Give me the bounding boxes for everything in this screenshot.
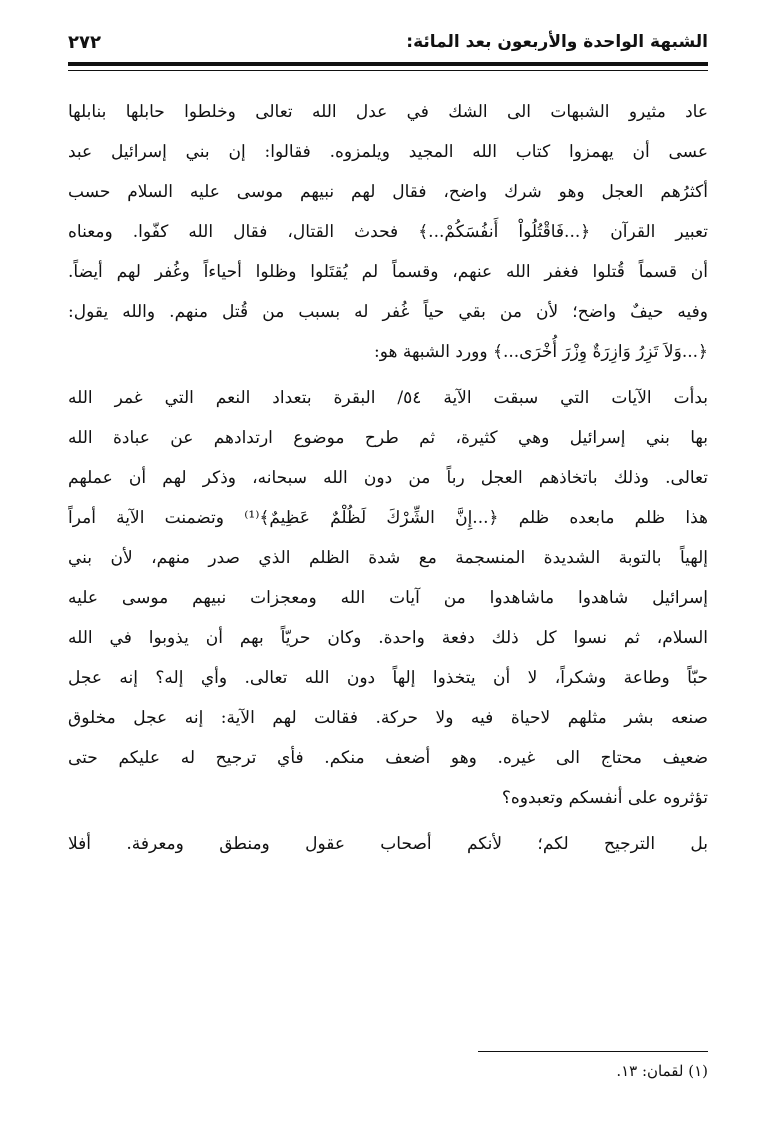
text-line: إلهياً بالتوبة الشديدة المنسجمة مع شدة الظلم الذي صدر منهم، لأن بني (68, 548, 708, 568)
paragraph (68, 824, 708, 864)
paragraph (68, 92, 708, 372)
text-line: بها بني إسرائيل وهي كثيرة، ثم طرح موضوع ارتدادهم عن عبادة الله (68, 428, 708, 448)
footnote-rule (478, 1051, 708, 1052)
text-line: ضعيف محتاج الى غيره. وهو أضعف منكم. فأي ترجيح له عليكم حتى (68, 748, 708, 768)
text-line: عاد مثيرو الشبهات الى الشك في عدل الله تعالى وخلطوا حابلها بنابلها (68, 102, 708, 122)
text-line: أكثرُهم العجل وهو شرك واضح، فقال لهم نبيهم موسى عليه السلام حسب (68, 182, 708, 202)
header-rule-thin (68, 70, 708, 71)
page-number: ٢٧٢ (68, 31, 101, 53)
text-line: بدأت الآيات التي سبقت الآية ٥٤/ البقرة بتعداد النعم التي غمر الله (68, 388, 708, 408)
text-line: حبّاً وطاعة وشكراً، لا أن يتخذوا إلهاً دون الله تعالى. وأي إله؟ إنه عجل (68, 668, 708, 688)
text-line: ﴿...وَلاَ تَزِرُ وَازِرَةٌ وِزْرَ أُخْرَى...﴾ وورد الشبهة هو: (373, 342, 708, 362)
header-rule-thick (68, 62, 708, 66)
text-line: أن قسماً قُتلوا فغفر الله عنهم، وقسماً لم يُقتَلوا وظلوا أحياءاً وغُفر لهم أيضاً. (68, 262, 708, 282)
paragraph (68, 378, 708, 818)
chapter-title: الشبهة الواحدة والأربعون بعد المائة: (406, 32, 708, 52)
text-line: إسرائيل شاهدوا ماشاهدوا من آيات الله ومعجزات نبيهم موسى عليه (68, 588, 708, 608)
text-line: السلام، ثم نسوا كل ذلك دفعة واحدة. وكان حريّاً بهم أن يذوبوا في الله (68, 628, 708, 648)
running-header (68, 28, 708, 56)
text-line: تعالى. وذلك باتخاذهم العجل رباً من دون الله سبحانه، وذكر لهم أن عملهم (68, 468, 708, 488)
text-line: تؤثروه على أنفسكم وتعبدوه؟ (501, 788, 708, 808)
text-line: تعبير القرآن ﴿...فَاقْتُلُواْ أَنفُسَكُمْ...﴾ فحدث القتال، فقال الله كفّوا. ومعناه (68, 222, 708, 242)
text-line: هذا ظلم مابعده ظلم ﴿...إِنَّ الشِّرْكَ لَظُلْمٌ عَظِيمٌ﴾⁽¹⁾ وتضمنت الآية أمراً (68, 508, 708, 528)
body-text (68, 92, 708, 864)
footnote: (١) لقمان: ١٣. (616, 1062, 708, 1080)
text-line: بل الترجيح لكم؛ لأنكم أصحاب عقول ومنطق ومعرفة. أفلا (68, 834, 708, 854)
text-line: صنعه بشر مثلهم لاحياة فيه ولا حركة. فقالت لهم الآية: إنه عجل مخلوق (68, 708, 708, 728)
text-line: عسى أن يهمزوا كتاب الله المجيد ويلمزوه. فقالوا: إن بني إسرائيل عبد (68, 142, 708, 162)
text-line: وفيه حيفٌ واضح؛ لأن من بقي حياً غُفر له بسبب من قُتل منهم. والله يقول: (68, 302, 708, 322)
